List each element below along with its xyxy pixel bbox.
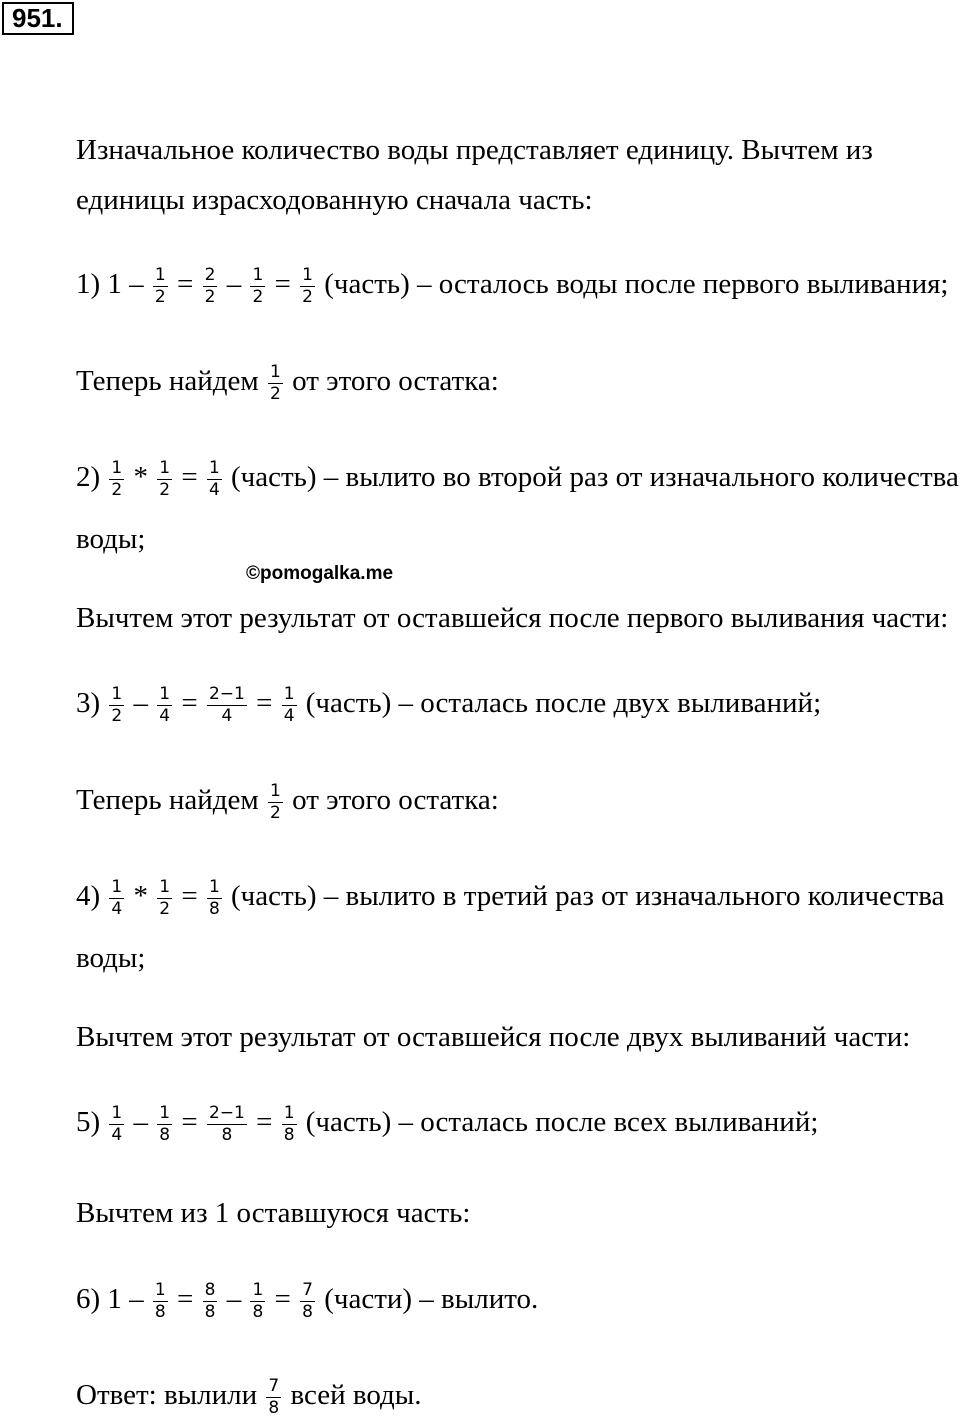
intro-line-1: Изначальное количество воды представляет единицу. Вычтем из xyxy=(76,134,873,166)
equals-sign: = xyxy=(177,1283,194,1316)
fraction: $\frac{1}{8}$ xyxy=(283,1103,295,1145)
equals-sign: = xyxy=(274,1283,291,1316)
fraction: $\frac{1}{4}$ xyxy=(111,877,123,919)
fraction: $\frac{7}{8}$ xyxy=(302,1280,313,1322)
equals-sign: = xyxy=(177,268,194,301)
fraction: $\frac{1}{2}$ xyxy=(159,458,171,500)
operator: * xyxy=(133,880,148,913)
step-text: (часть) – осталось воды после первого выливания; xyxy=(324,268,949,301)
problem-number: 951. xyxy=(2,2,74,35)
text: Теперь найдем xyxy=(76,784,259,817)
fraction: $\frac{8}{8}$ xyxy=(204,1280,216,1322)
step-label: 4) xyxy=(76,880,101,913)
step-label: 3) xyxy=(76,687,101,720)
step-1 xyxy=(76,265,948,308)
equals-sign: = xyxy=(181,461,198,494)
equals-sign: = xyxy=(274,268,291,301)
subtract-line-2: Вычтем этот результат от оставшейся после двух выливаний части: xyxy=(76,1021,911,1053)
fraction: $\frac{1}{2}$ xyxy=(111,684,123,726)
step-label: 2) xyxy=(76,461,101,494)
fraction: $\frac{1}{2}$ xyxy=(159,877,171,919)
watermark: ©pomogalka.me xyxy=(246,563,394,584)
step-label: 1) 1 – xyxy=(76,268,144,301)
fraction: $\frac{2-1}{8}$ xyxy=(208,1103,245,1145)
fraction: $\frac{1}{4}$ xyxy=(159,684,171,726)
step-text: (часть) – осталась после двух выливаний; xyxy=(305,687,822,720)
fraction: $\frac{1}{8}$ xyxy=(154,1280,166,1322)
operator: * xyxy=(133,461,148,494)
equals-sign: = xyxy=(256,687,273,720)
fraction: $\frac{1}{4}$ xyxy=(111,1103,123,1145)
step-3 xyxy=(76,684,821,727)
fraction: $\frac{1}{2}$ xyxy=(111,458,123,500)
step-label: 5) xyxy=(76,1106,101,1139)
fraction: $\frac{1}{2}$ xyxy=(154,265,166,307)
answer-line xyxy=(76,1376,422,1419)
text: от этого остатка: xyxy=(292,365,499,398)
operator: – xyxy=(133,687,148,720)
step-6 xyxy=(76,1280,538,1323)
fraction: $\frac{1}{4}$ xyxy=(208,458,220,500)
intro-line-2: единицы израсходованную сначала часть: xyxy=(76,184,593,216)
fraction: $\frac{1}{8}$ xyxy=(159,1103,171,1145)
fraction: $\frac{1}{2}$ xyxy=(270,362,281,404)
equals-sign: = xyxy=(181,687,198,720)
step-text: (часть) – осталась после всех выливаний; xyxy=(305,1106,819,1139)
fraction: $\frac{1}{2}$ xyxy=(270,781,281,823)
step-text: (части) – вылито. xyxy=(324,1283,539,1316)
now-find-line-2 xyxy=(76,781,499,824)
equals-sign: = xyxy=(256,1106,273,1139)
fraction: $\frac{1}{4}$ xyxy=(283,684,295,726)
step-5 xyxy=(76,1103,818,1146)
step-text: (часть) – вылито в третий раз от изначального количества xyxy=(231,880,945,913)
operator: – xyxy=(133,1106,148,1139)
fraction: $\frac{7}{8}$ xyxy=(268,1376,280,1418)
subtract-line-3: Вычтем из 1 оставшуюся часть: xyxy=(76,1197,471,1229)
equals-sign: = xyxy=(181,880,198,913)
step-4 xyxy=(76,877,944,920)
step-text: (часть) – вылито во второй раз от изначального количества xyxy=(231,461,959,494)
operator: – xyxy=(226,1283,242,1316)
text: от этого остатка: xyxy=(292,784,499,817)
fraction: $\frac{1}{2}$ xyxy=(302,265,313,307)
text: Теперь найдем xyxy=(76,365,259,398)
fraction: $\frac{1}{2}$ xyxy=(252,265,264,307)
answer-text: Ответ: вылили xyxy=(76,1379,258,1412)
step-4-continued: воды; xyxy=(76,942,146,974)
fraction: $\frac{2-1}{4}$ xyxy=(208,684,245,726)
now-find-line-1 xyxy=(76,362,499,405)
answer-text: всей воды. xyxy=(290,1379,422,1412)
fraction: $\frac{1}{8}$ xyxy=(208,877,220,919)
step-label: 6) 1 – xyxy=(76,1283,144,1316)
step-2 xyxy=(76,458,959,501)
fraction: $\frac{1}{8}$ xyxy=(252,1280,264,1322)
operator: – xyxy=(226,268,242,301)
subtract-line-1: Вычтем этот результат от оставшейся после первого выливания части: xyxy=(76,602,949,634)
fraction: $\frac{2}{2}$ xyxy=(204,265,216,307)
equals-sign: = xyxy=(181,1106,198,1139)
step-2-continued: воды; xyxy=(76,523,146,555)
